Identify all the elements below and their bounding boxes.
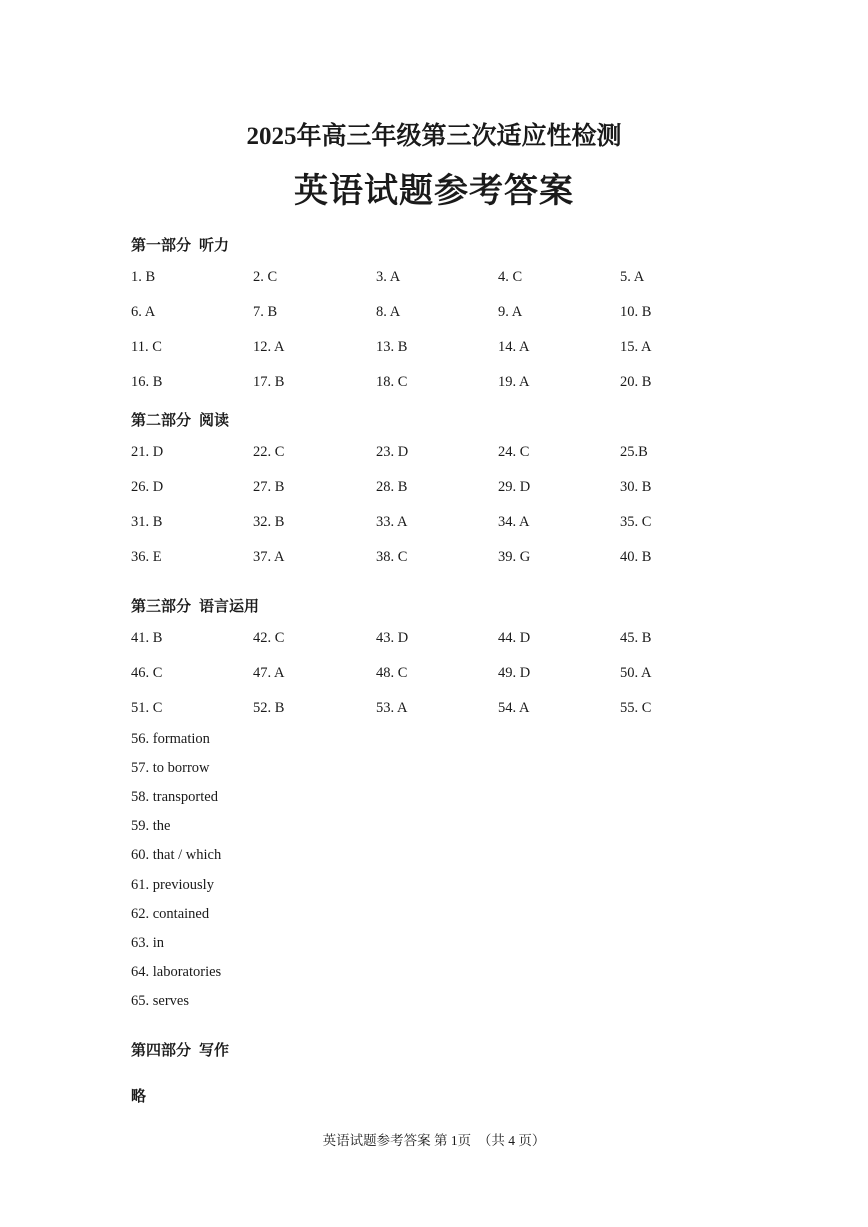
answer-item: 8. A	[376, 304, 401, 320]
answer-item: 27. B	[253, 479, 285, 495]
answer-item: 43. D	[376, 630, 409, 646]
fill-answer-item: 59. the	[131, 818, 171, 835]
section-heading-writing	[131, 1039, 229, 1060]
answer-row	[0, 479, 868, 499]
answer-item: 24. C	[498, 444, 530, 460]
answer-row	[0, 665, 868, 685]
section-number: 第三部分	[131, 599, 192, 615]
answer-row	[0, 304, 868, 324]
answer-item: 55. C	[620, 700, 652, 716]
answer-item: 41. B	[131, 630, 163, 646]
answer-item: 18. C	[376, 374, 408, 390]
answer-item: 26. D	[131, 479, 164, 495]
answer-item: 29. D	[498, 479, 531, 495]
answer-item: 23. D	[376, 444, 409, 460]
answer-row	[0, 269, 868, 289]
fill-answer-item: 62. contained	[131, 905, 210, 922]
fill-answer-item: 57. to borrow	[131, 760, 210, 777]
section-heading-listening	[131, 234, 229, 255]
fill-answer-item: 65. serves	[131, 992, 189, 1009]
title-line-2: 英语试题参考答案	[294, 173, 574, 210]
section-number: 第四部分	[131, 1043, 192, 1059]
answer-item: 52. B	[253, 700, 285, 716]
answer-item: 28. B	[376, 479, 408, 495]
answer-item: 45. B	[620, 630, 652, 646]
answer-item: 46. C	[131, 665, 163, 681]
answer-item: 39. G	[498, 549, 531, 565]
answer-row	[0, 374, 868, 394]
answer-item: 40. B	[620, 549, 652, 565]
answer-item: 4. C	[498, 269, 523, 285]
fill-answer-item: 58. transported	[131, 789, 218, 806]
answer-item: 6. A	[131, 304, 156, 320]
section-topic: 阅读	[199, 413, 230, 429]
fill-answer-item: 63. in	[131, 934, 165, 951]
answer-row	[0, 630, 868, 650]
answer-item: 13. B	[376, 339, 408, 355]
answer-item: 49. D	[498, 665, 531, 681]
answer-item: 21. D	[131, 444, 164, 460]
fill-answer-item: 56. formation	[131, 731, 210, 747]
answer-item: 36. E	[131, 549, 162, 565]
answer-item: 14. A	[498, 339, 530, 355]
answer-item: 50. A	[620, 665, 652, 681]
answer-item: 48. C	[376, 665, 408, 681]
title-line-1: 2025年高三年级第三次适应性检测	[246, 123, 622, 150]
answer-item: 44. D	[498, 630, 531, 646]
answer-item: 42. C	[253, 630, 285, 646]
answer-item: 22. C	[253, 444, 285, 460]
fill-answer-item: 64. laboratories	[131, 963, 222, 980]
answer-item: 37. A	[253, 549, 285, 565]
section-topic: 语言运用	[199, 599, 260, 615]
answer-item: 53. A	[376, 700, 408, 716]
fill-answer-item: 61. previously	[131, 876, 214, 893]
answer-item: 20. B	[620, 374, 652, 390]
section-heading-reading	[131, 409, 229, 430]
answer-item: 54. A	[498, 700, 530, 716]
answer-item: 34. A	[498, 514, 530, 530]
answer-item: 7. B	[253, 304, 278, 320]
answer-item: 25.B	[620, 444, 648, 460]
section-number: 第一部分	[131, 238, 192, 254]
answer-item: 32. B	[253, 514, 285, 530]
answer-item: 15. A	[620, 339, 652, 355]
answer-item: 3. A	[376, 269, 401, 285]
answer-item: 17. B	[253, 374, 285, 390]
answer-item: 2. C	[253, 269, 278, 285]
page-footer: 英语试题参考答案 第 1页 （共 4 页）	[322, 1133, 546, 1148]
answer-row	[0, 514, 868, 534]
answer-item: 9. A	[498, 304, 523, 320]
fill-answer-item: 60. that / which	[131, 847, 222, 864]
answer-row	[0, 339, 868, 359]
answer-item: 16. B	[131, 374, 163, 390]
answer-row	[0, 444, 868, 464]
answer-item: 33. A	[376, 514, 408, 530]
answer-row	[0, 549, 868, 569]
answer-item: 35. C	[620, 514, 652, 530]
answer-item: 31. B	[131, 514, 163, 530]
section-topic: 写作	[199, 1043, 230, 1059]
answer-item: 12. A	[253, 339, 285, 355]
writing-answer: 略	[131, 1089, 147, 1105]
section-topic: 听力	[199, 238, 230, 254]
answer-item: 51. C	[131, 700, 163, 716]
answer-item: 30. B	[620, 479, 652, 495]
answer-item: 10. B	[620, 304, 652, 320]
answer-item: 5. A	[620, 269, 645, 285]
answer-item: 1. B	[131, 269, 156, 285]
section-heading-language-use	[131, 595, 259, 616]
answer-item: 38. C	[376, 549, 408, 565]
answer-item: 11. C	[131, 339, 162, 355]
answer-row	[0, 700, 868, 720]
answer-item: 19. A	[498, 374, 530, 390]
answer-item: 47. A	[253, 665, 285, 681]
section-number: 第二部分	[131, 413, 192, 429]
